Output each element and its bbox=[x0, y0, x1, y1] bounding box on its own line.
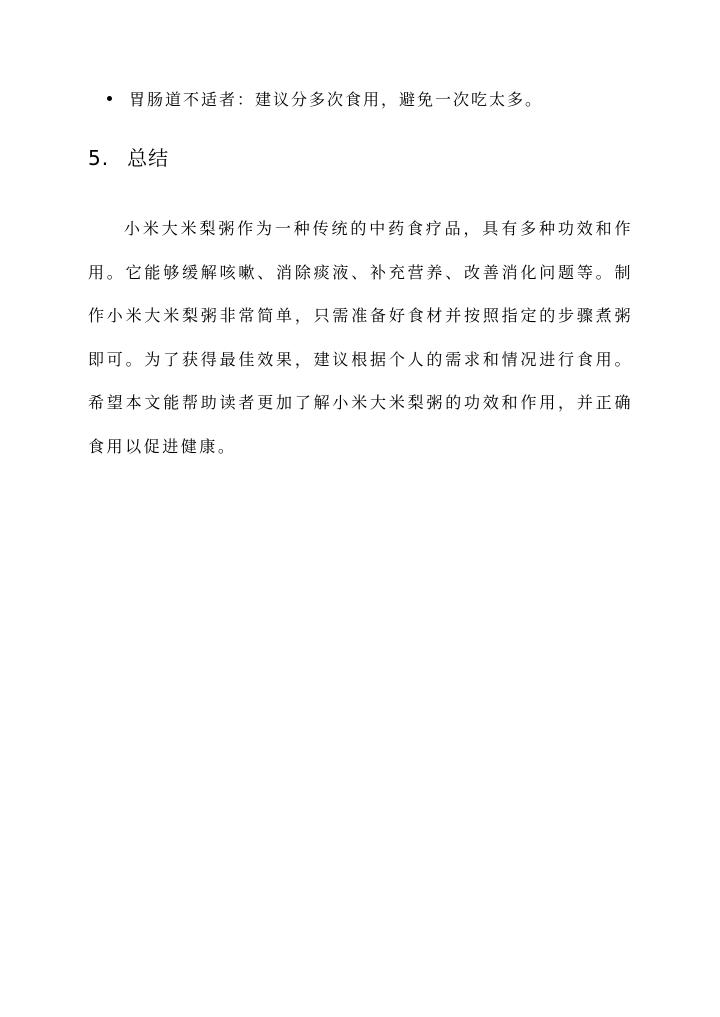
section-title: 总结 bbox=[127, 146, 170, 170]
section-heading bbox=[88, 143, 169, 173]
list-item bbox=[107, 88, 543, 112]
section-number: 5. bbox=[88, 146, 110, 170]
list-item-text: 胃肠道不适者：建议分多次食用，避免一次吃太多。 bbox=[129, 90, 544, 109]
summary-paragraph: 小米大米梨粥作为一种传统的中药食疗品，具有多种功效和作用。它能够缓解咳嗽、消除痰液、补充营养、改善消化问题等。制作小米大米梨粥非常简单，只需准备好食材并按照指定的步骤煮粥即可。为了获得最佳效果，建议根据个人的需求和情况进行食用。希望本文能帮助读者更加了解小米大米梨粥的功效和作用，并正确食用以促进健康。 bbox=[88, 219, 633, 456]
bullet-icon bbox=[107, 96, 112, 101]
